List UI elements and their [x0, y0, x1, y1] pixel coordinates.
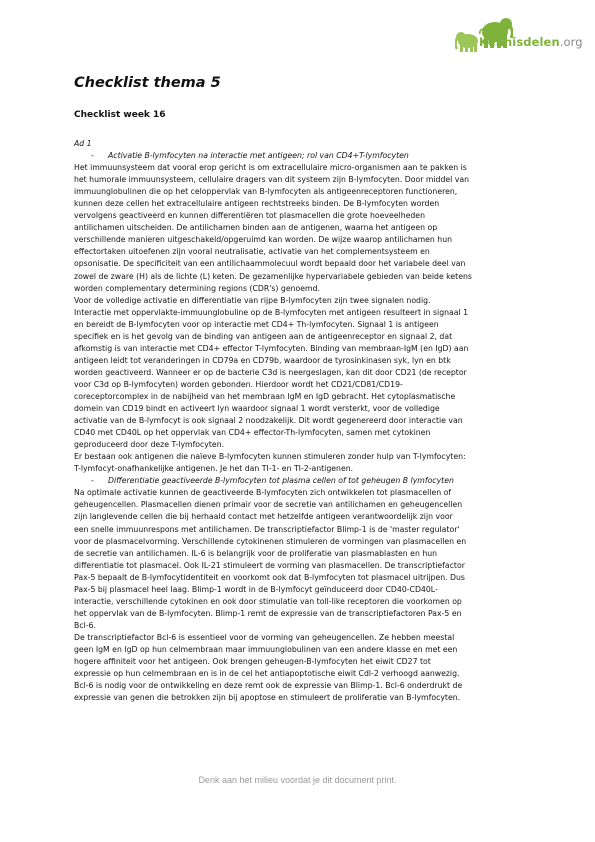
- paragraph-line: en bereidt de B-lymfocyten voor op interactie met CD4+ Th-lymfocyten. Signaal 1 is antigeen: [74, 319, 439, 329]
- paragraph-1: [74, 162, 524, 475]
- paragraph-line: CD40 met CD40L op het oppervlak van CD4+ effector-Th-lymfocyten, samen met cytokinen: [74, 428, 431, 438]
- kennisdelen-logo: [455, 14, 583, 60]
- paragraph-line: Er bestaan ook antigenen die naïeve B-lymfocyten kunnen stimuleren zonder hulp van T-lymfocyten:: [74, 452, 466, 462]
- paragraph-line: afkomstig is van interactie met CD4+ effector T-lymfocyten. Binding van membraan-IgM (en IgD) aan: [74, 343, 469, 353]
- paragraph-line: verschillende manieren uitgeschakeld/opgeruimd kan worden. De wijze waarop antilichamen hun: [74, 235, 453, 245]
- bullet-heading-2-text: Differentiatie geactiveerde B-lymfocyten tot plasma cellen of tot geheugen B lymfocyten: [108, 476, 454, 486]
- paragraph-line: specifiek en is het gevolg van de binding van antigeen aan de antigeenreceptor en signaal 2, dat: [74, 331, 453, 341]
- logo-text-kennis: Kennis: [479, 35, 524, 49]
- paragraph-line: worden complementary determining regions (CDR's) genoemd.: [74, 283, 320, 293]
- document-title: Checklist thema 5: [74, 75, 221, 91]
- paragraph-line: zowel de zware (H) als de lichte (L) keten. De gezamenlijke hypervariabele gebieden van beide ketens: [74, 271, 472, 281]
- paragraph-line: antilichamen uitscheiden. De antilichamen binden aan de antigenen, waarna het antigeen op: [74, 223, 438, 233]
- paragraph-line: geheugencellen. Plasmacellen dienen primair voor de secretie van antilichamen en geheugencellen: [74, 500, 463, 510]
- paragraph-line: worden geactiveerd. Wanneer er op de bacterie C3d is neergeslagen, kan dit door CD21 (de receptor: [74, 367, 467, 377]
- paragraph-line: geproduceerd door deze T-lymfocyten.: [74, 440, 225, 450]
- section-label: Ad 1: [74, 139, 92, 148]
- document-body: [74, 138, 524, 704]
- paragraph-line: De transcriptiefactor Bcl-6 is essentieel voor de vorming van geheugencellen. Ze hebben meestal: [74, 632, 455, 642]
- page-footer: Denk aan het milieu voordat je dit document print.: [198, 775, 397, 785]
- paragraph-line: kunnen deze cellen het extracellulaire antigeen rechtstreeks binden. De B-lymfocyten worden: [74, 199, 440, 209]
- paragraph-line: zijn langlevende cellen die bij herhaald contact met hetzelfde antigeen verantwoordelijk zijn voor: [74, 512, 453, 522]
- logo-text: [479, 35, 583, 49]
- paragraph-line: geen IgM en IgD op hun celmembraan maar immuunglobulinen van een andere klasse en met een: [74, 644, 458, 654]
- paragraph-line: vervolgens geactiveerd en kunnen differentiëren tot plasmacellen die grote hoeveelheden: [74, 211, 425, 221]
- bullet-heading-1: [74, 150, 524, 162]
- paragraph-line: interactie, verschillende cytokinen en ook door stimulatie van toll-like receptoren die voorkomen op: [74, 596, 462, 606]
- paragraph-line: effectortaken uitoefenen zijn vooral neutralisatie, activatie van het complementsysteem en: [74, 247, 430, 257]
- paragraph-line: immuunglobulinen die op het celoppervlak van B-lymfocyten als antigeenreceptoren functioneren,: [74, 187, 458, 197]
- paragraph-line: voor C3d op B-lymfocyten) worden gebonden. Hierdoor wordt het CD21/CD81/CD19-: [74, 379, 403, 389]
- paragraph-line: T-lymfocyt-onafhankelijke antigenen. Je het dan TI-1- en TI-2-antigenen.: [74, 464, 354, 474]
- paragraph-line: antigeen leidt tot veranderingen in CD79a en CD79b, waardoor de tyrosinkinasen syk, lyn en btk: [74, 355, 451, 365]
- paragraph-line: differentiatie tot plasmacel. Ook IL-21 stimuleert de vorming van plasmacellen. De transcriptiefactor: [74, 560, 465, 570]
- paragraph-line: de secretie van antilichamen. IL-6 is belangrijk voor de proliferatie van plasmablasten en hun: [74, 548, 438, 558]
- paragraph-line: expressie van genen die betrokken zijn bij apoptose en stimuleert de proliferatie van B-lymfocyten.: [74, 693, 461, 703]
- logo-text-org: .org: [559, 35, 583, 49]
- paragraph-line: coreceptorcomplex in de nabijheid van het membraan IgM en IgD gebracht. Het cytoplasmatische: [74, 391, 456, 401]
- document-subtitle: Checklist week 16: [74, 110, 166, 120]
- bullet-heading-1-text: Activatie B-lymfocyten na interactie met antigeen; rol van CD4+T-lymfocyten: [108, 151, 409, 161]
- paragraph-line: Bcl-6 is nodig voor de ontwikkeling en deze remt ook de expressie van Blimp-1. Bcl-6 onderdrukt de: [74, 681, 463, 691]
- bullet-dash: -: [91, 476, 94, 486]
- paragraph-line: het oppervlak van de B-lymfocyten. Blimp-1 remt de expressie van de transcriptiefactoren Pax-5 en: [74, 608, 462, 618]
- paragraph-line: een snelle immuunrespons met antilichamen. De transcriptiefactor Blimp-1 is de 'master regulator': [74, 524, 460, 534]
- paragraph-line: Pax-5 bepaalt de B-lymfocytidentiteit en voorkomt ook dat B-lymfocyten tot plasmacel uitrijpen. Dus: [74, 572, 465, 582]
- paragraph-line: Interactie met oppervlakte-immuunglobuline op de B-lymfocyten met antigeen resulteert in signaal 1: [74, 307, 469, 317]
- bullet-heading-2: [74, 475, 524, 487]
- paragraph-line: Het immuunsysteem dat vooral erop gericht is om extracellulaire micro-organismen aan te pakken is: [74, 163, 467, 173]
- paragraph-line: domein van CD19 bindt en activeert lyn waardoor signaal 1 wordt versterkt, voor de volledige: [74, 404, 440, 414]
- paragraph-2: [74, 487, 524, 704]
- paragraph-line: Bcl-6.: [74, 620, 96, 630]
- bullet-dash: -: [91, 151, 94, 161]
- paragraph-line: opsonisatie. De specificiteit van een antilichaammolecuul wordt bepaald door het variabele deel van: [74, 259, 466, 269]
- paragraph-line: Voor de volledige activatie en differentiatie van rijpe B-lymfocyten zijn twee signalen nodig.: [74, 295, 431, 305]
- paragraph-line: activatie van de B-lymfocyt is ook signaal 2 noodzakelijk. Dit wordt gegenereerd door interactie van: [74, 416, 463, 426]
- paragraph-line: Na optimale activatie kunnen de geactiveerde B-lymfocyten zich ontwikkelen tot plasmacellen of: [74, 488, 452, 498]
- paragraph-line: hogere affiniteit voor het antigeen. Ook brengen geheugen-B-lymfocyten het eiwit CD27 tot: [74, 657, 431, 667]
- paragraph-line: Pax-5 bij plasmacel heel laag. Blimp-1 wordt in de B-lymfocyt geïnduceerd door CD40-CD40L-: [74, 584, 438, 594]
- paragraph-line: voor de plasmacelvorming. Verschillende cytokinenen stimuleren de vormingen van plasmacellen en: [74, 536, 467, 546]
- paragraph-line: het humorale immuunsysteem, cellulaire dragers van dit systeem zijn B-lymfocyten. Door middel van: [74, 175, 470, 185]
- paragraph-line: expressie op hun celmembraan en is in de cel het antiapoptotische eiwit Cdl-2 verhoogd aanwezig.: [74, 669, 460, 679]
- logo-text-delen: delen: [523, 35, 560, 49]
